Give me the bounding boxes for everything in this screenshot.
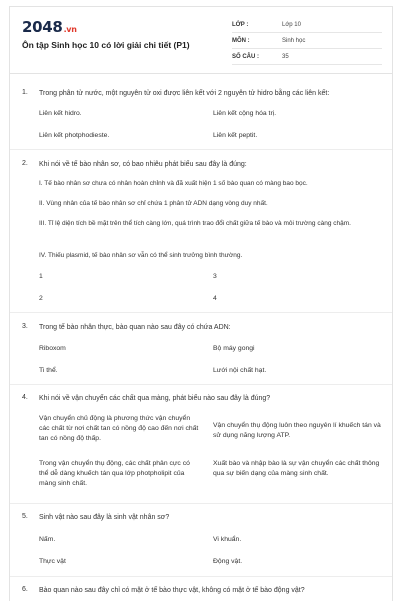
question-text: Khi nói về tế bào nhân sơ, có bao nhiêu phát biểu sau đây là đúng: (39, 161, 247, 168)
question-statement: IV. Thiếu plasmid, tế bào nhân sơ vẫn có thể sinh trưởng bình thường. (39, 252, 243, 259)
question-divider (10, 312, 392, 313)
answer-option[interactable]: Vận chuyển chủ động là phương thức vận chuyển các chất từ nơi chất tan có nồng độ cao đến nơi chất tan có nồng độ thấp. (39, 415, 199, 442)
meta-value: 35 (282, 53, 289, 60)
answer-option[interactable]: Liên kết cộng hóa trị. (213, 110, 277, 117)
question-text: Sinh vật nào sau đây là sinh vật nhân sơ? (39, 514, 170, 521)
question-number: 2. (22, 160, 28, 167)
question-text: Bào quan nào sau đây chỉ có mặt ở tế bào thực vật, không có mặt ở tế bào động vật? (39, 587, 305, 594)
answer-option[interactable]: Ti thể. (39, 367, 58, 374)
answer-option[interactable]: Nấm. (39, 536, 56, 543)
question-text: Khi nói về vận chuyển các chất qua màng, phát biểu nào sau đây là đúng? (39, 395, 271, 402)
answer-option[interactable]: Liên kết peptit. (213, 132, 258, 139)
question-number: 1. (22, 89, 28, 96)
header-divider (10, 73, 392, 74)
question-number: 4. (22, 394, 28, 401)
answer-option[interactable]: Thực vật (39, 558, 66, 565)
answer-option[interactable]: Lưới nội chất hạt. (213, 367, 267, 374)
answer-option[interactable]: Riboxom (39, 345, 66, 352)
document-header (10, 7, 392, 73)
meta-key: MÔN : (232, 37, 250, 44)
logo-suffix: .vn (63, 25, 77, 34)
question-number: 5. (22, 513, 28, 520)
question-number: 6. (22, 586, 28, 593)
question-divider (10, 384, 392, 385)
question-number: 3. (22, 323, 28, 330)
question-divider (10, 503, 392, 504)
answer-option[interactable]: Bộ máy gongi (213, 345, 255, 352)
logo-main: 2048 (22, 18, 63, 36)
meta-row-count (232, 49, 382, 65)
answer-option[interactable]: 3 (213, 273, 217, 280)
meta-value: Lớp 10 (282, 21, 301, 28)
site-logo[interactable] (22, 18, 77, 36)
answer-option[interactable]: 2 (39, 295, 43, 302)
answer-option[interactable]: Trong vận chuyển thụ động, các chất phân cực có thể dễ dàng khuếch tán qua lớp photpholipit của màng sinh chất. (39, 460, 190, 487)
answer-option[interactable]: Xuất bào và nhập bào là sự vận chuyển các chất thông qua sự biến dạng của màng sinh chất. (213, 460, 380, 477)
answer-option[interactable]: 1 (39, 273, 43, 280)
document-page (9, 6, 393, 601)
meta-row-class (232, 17, 382, 33)
question-statement: I. Tế bào nhân sơ chưa có nhân hoàn chỉnh và đã xuất hiện 1 số bào quan có màng bao bọc. (39, 180, 308, 187)
document-meta (232, 17, 382, 65)
meta-key: SỐ CÂU : (232, 53, 259, 60)
answer-option[interactable]: Động vật. (213, 558, 243, 565)
answer-option[interactable]: Vận chuyển thụ động luôn theo nguyên lí khuếch tán và sử dụng năng lượng ATP. (213, 422, 381, 439)
question-divider (10, 576, 392, 577)
question-divider (10, 149, 392, 150)
question-statement: III. Tỉ lệ diện tích bề mặt trên thể tích càng lớn, quá trình trao đổi chất giữa tế bào và môi trường càng chậm. (39, 220, 351, 227)
question-statement: II. Vùng nhân của tế bào nhân sơ chỉ chứa 1 phân tử ADN dạng vòng duy nhất. (39, 200, 268, 207)
question-text: Trong phân tử nước, một nguyên tử oxi được liên kết với 2 nguyên tử hidro bằng các liên kết: (39, 90, 330, 97)
meta-value: Sinh học (282, 37, 306, 44)
answer-option[interactable]: Vi khuẩn. (213, 536, 242, 543)
meta-key: LỚP : (232, 21, 249, 28)
document-title: Ôn tập Sinh học 10 có lời giải chi tiết (P1) (22, 40, 190, 50)
answer-option[interactable]: Liên kết photphodieste. (39, 132, 110, 139)
meta-row-subject (232, 33, 382, 49)
answer-option[interactable]: Liên kết hidro. (39, 110, 82, 117)
question-text: Trong tế bào nhân thực, bào quan nào sau đây có chứa ADN: (39, 324, 231, 331)
answer-option[interactable]: 4 (213, 295, 217, 302)
